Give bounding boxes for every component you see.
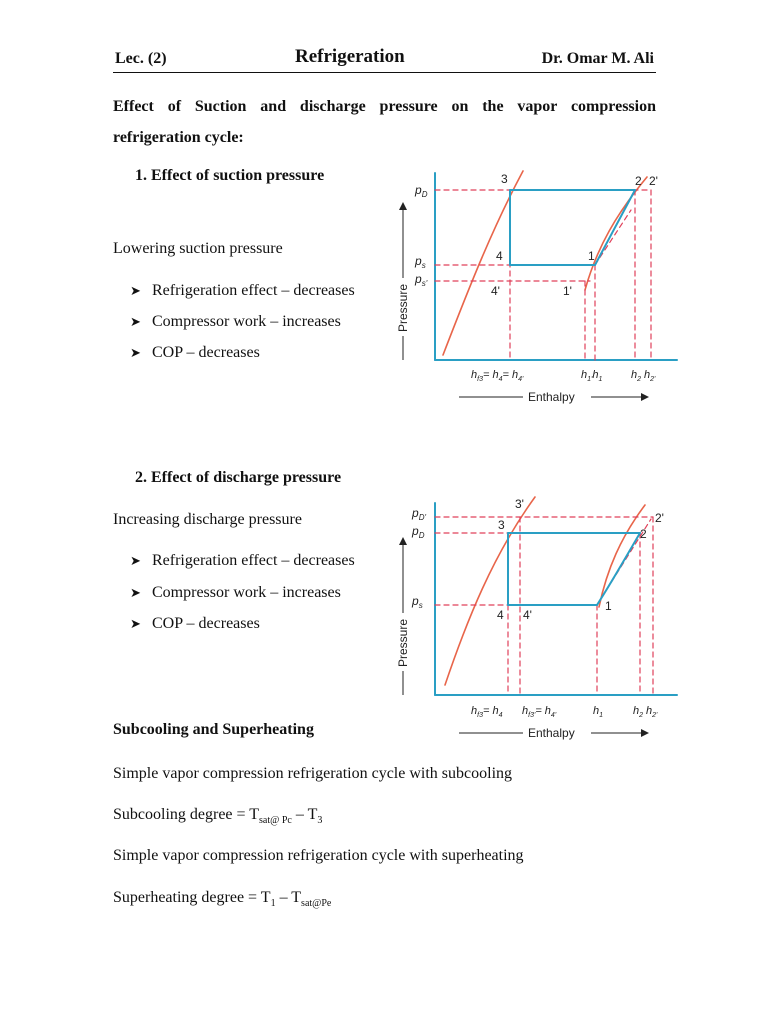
pressure-label: $p_D$ bbox=[412, 524, 425, 540]
pressure-label: $p_D$ bbox=[415, 183, 428, 199]
svg-text:h2h2': $h_2$ $h_{2'}$ bbox=[631, 369, 656, 383]
page-title: Refrigeration bbox=[295, 46, 405, 67]
svg-text:hf3= h4: $h_{f3}= h_4$ bbox=[471, 705, 503, 719]
intro-line-1: Effect of Suction and discharge pressure on the vapor compression bbox=[113, 98, 656, 115]
arrow-bullet-icon: ➤ bbox=[130, 585, 141, 600]
svg-text:h1'h1: $h_{1'}h_1$ bbox=[581, 369, 603, 383]
point-label: 2 bbox=[635, 174, 642, 188]
section-2-bullet: ➤ COP – decreases bbox=[130, 615, 260, 632]
arrow-bullet-icon: ➤ bbox=[130, 345, 141, 360]
section-2-heading: 2. Effect of discharge pressure bbox=[135, 469, 342, 486]
point-label: 2' bbox=[649, 174, 658, 188]
superheating-cycle-text: Simple vapor compression refrigeration cycle with superheating bbox=[113, 847, 524, 864]
svg-text:h1: $h_1$ bbox=[593, 705, 604, 719]
refrigeration-cycle bbox=[510, 190, 635, 265]
enthalpy-labels bbox=[471, 369, 656, 383]
point-label: 4 bbox=[497, 608, 504, 622]
arrow-bullet-icon: ➤ bbox=[130, 553, 141, 568]
point-label: 4' bbox=[491, 284, 500, 298]
y-axis-title bbox=[396, 537, 410, 695]
intro-line-2: refrigeration cycle: bbox=[113, 129, 244, 146]
svg-text:Enthalpy: Enthalpy bbox=[528, 726, 575, 740]
x-axis-title bbox=[459, 726, 649, 740]
section-1-bullet: ➤ COP – decreases bbox=[130, 344, 260, 361]
section-1-lead: Lowering suction pressure bbox=[113, 240, 283, 257]
pressure-label: $p_s$ bbox=[412, 594, 423, 610]
y-axis-title bbox=[396, 202, 410, 360]
point-label: 4 bbox=[496, 249, 503, 263]
enthalpy-labels bbox=[471, 705, 658, 719]
lecture-number: Lec. (2) bbox=[115, 50, 167, 67]
section-3-heading: Subcooling and Superheating bbox=[113, 721, 314, 738]
point-label: 3 bbox=[501, 172, 508, 186]
point-label: 3' bbox=[515, 497, 524, 511]
section-1-bullet: ➤ Refrigeration effect – decreases bbox=[130, 282, 355, 299]
intro-heading bbox=[113, 91, 656, 153]
arrow-bullet-icon: ➤ bbox=[130, 283, 141, 298]
subcooling-cycle-text: Simple vapor compression refrigeration cycle with subcooling bbox=[113, 765, 513, 782]
pressure-label: $p_s$ bbox=[415, 254, 426, 270]
point-label: 1 bbox=[605, 599, 612, 613]
arrow-bullet-icon: ➤ bbox=[130, 314, 141, 329]
arrow-bullet-icon: ➤ bbox=[130, 616, 141, 631]
point-label: 4' bbox=[523, 608, 532, 622]
point-label: 2' bbox=[655, 511, 664, 525]
point-label: 1 bbox=[588, 249, 595, 263]
svg-text:hf3= h4= h4': $h_{f3}= h_4= h_{4'}$ bbox=[471, 369, 524, 383]
section-2-lead: Increasing discharge pressure bbox=[113, 511, 302, 528]
discharge-pressure-ph-diagram bbox=[385, 495, 685, 745]
pressure-label: $p_{D'}$ bbox=[412, 506, 426, 522]
svg-text:h2h2': $h_2$ $h_{2'}$ bbox=[633, 705, 658, 719]
section-2-bullet: ➤ Compressor work – increases bbox=[130, 584, 341, 601]
section-1-bullet: ➤ Compressor work – increases bbox=[130, 313, 341, 330]
section-1-heading: 1. Effect of suction pressure bbox=[135, 167, 325, 184]
pressure-label: $p_{s'}$ bbox=[415, 272, 428, 288]
liquid-saturation-curve bbox=[445, 497, 535, 685]
suction-pressure-ph-diagram bbox=[385, 165, 685, 415]
page-header bbox=[113, 44, 656, 73]
svg-text:Pressure: Pressure bbox=[396, 283, 410, 332]
x-axis-title bbox=[459, 390, 649, 404]
point-label: 3 bbox=[498, 518, 505, 532]
svg-text:Enthalpy: Enthalpy bbox=[528, 390, 575, 404]
point-label: 1' bbox=[563, 284, 572, 298]
point-label: 2 bbox=[640, 527, 647, 541]
subcooling-degree-formula: Subcooling degree = $T_{sat@ Pc} - T_3$ bbox=[113, 806, 323, 827]
superheating-degree-formula: Superheating degree = $T_1 - T_{sat@Pe}$ bbox=[113, 889, 332, 910]
section-2-bullet: ➤ Refrigeration effect – decreases bbox=[130, 552, 355, 569]
svg-text:hf3'= h4': $h_{f3'}= h_{4'}$ bbox=[522, 705, 557, 719]
svg-text:Pressure: Pressure bbox=[396, 618, 410, 667]
author-name: Dr. Omar M. Ali bbox=[541, 50, 654, 67]
